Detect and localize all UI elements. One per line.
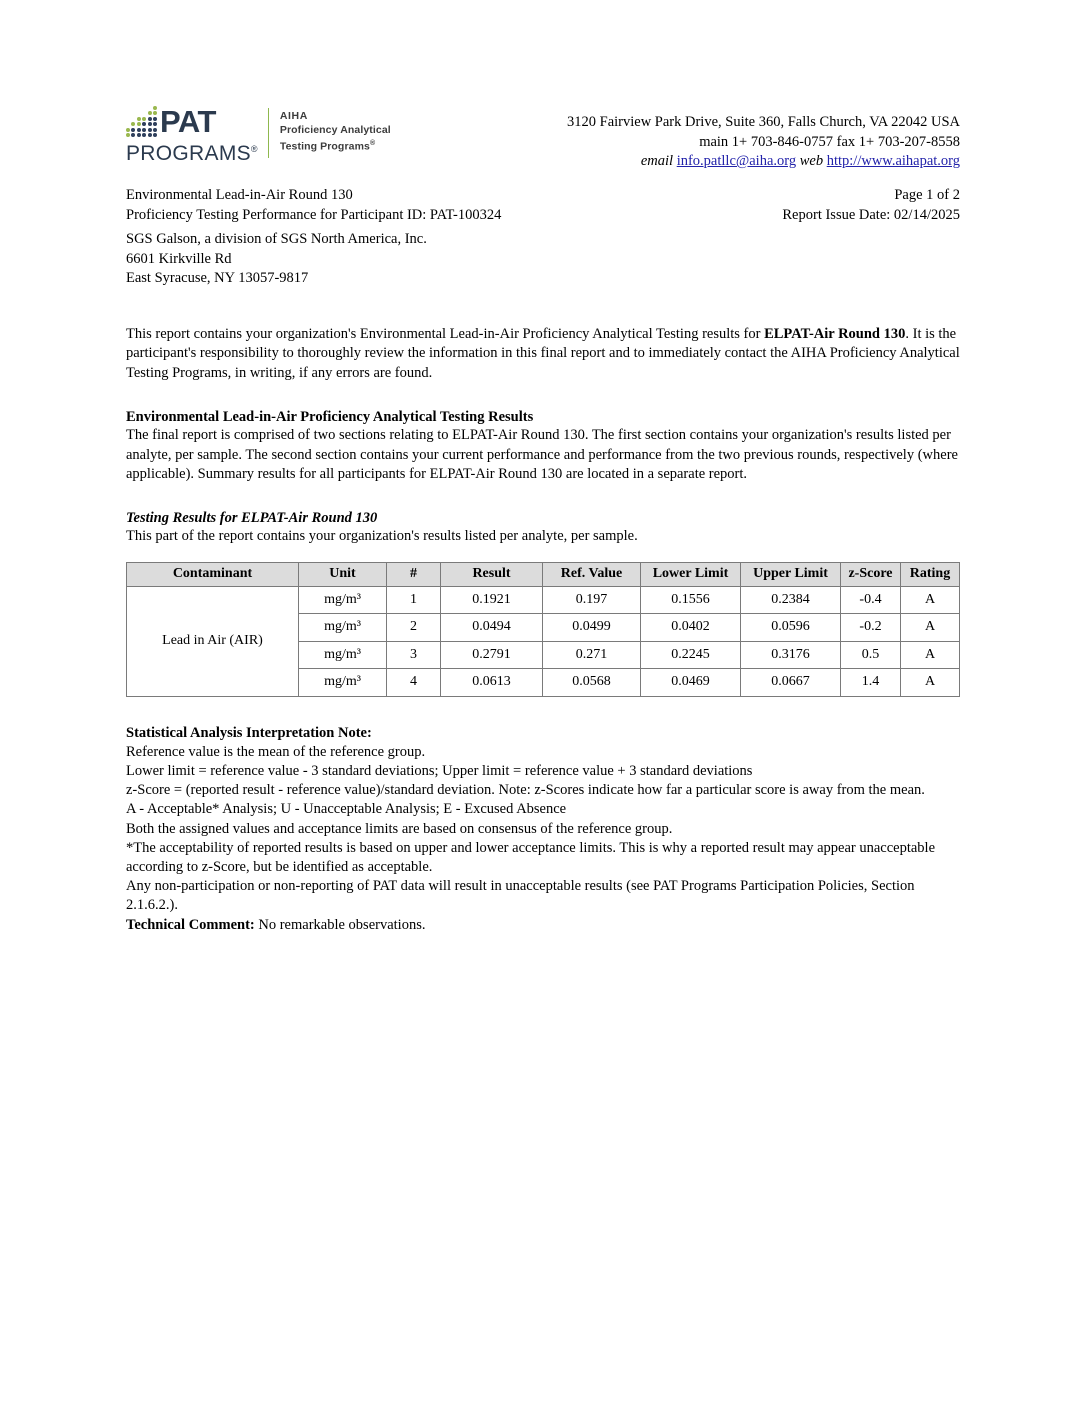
logo-dot [153, 128, 157, 132]
logo-pat-text: PAT [160, 104, 216, 139]
cell-unit: mg/m³ [299, 614, 387, 642]
website-link[interactable]: http://www.aihapat.org [826, 153, 960, 169]
logo-dot [153, 117, 157, 121]
results-table [126, 562, 960, 697]
cell-upper-limit: 0.3176 [741, 641, 841, 669]
technical-comment [126, 916, 960, 935]
tagline-line-3 [280, 137, 391, 154]
note-limits: Lower limit = reference value - 3 standard deviations; Upper limit = reference value + 3 standard deviations [126, 762, 753, 779]
intro-paragraph [126, 325, 960, 384]
cell-lower-limit: 0.0469 [641, 669, 741, 697]
cell-ref-value: 0.197 [543, 586, 641, 614]
page-content [126, 100, 960, 935]
testing-section-heading: Testing Results for ELPAT-Air Round 130 [126, 510, 378, 527]
participant-city-state-zip: East Syracuse, NY 13057-9817 [126, 270, 309, 286]
cell-upper-limit: 0.0596 [741, 614, 841, 642]
logo-dot [142, 128, 146, 132]
page-number: Page 1 of 2 [894, 187, 960, 203]
logo-programs-text [126, 138, 258, 165]
column-header-rating: Rating [901, 562, 960, 586]
address-phone-line: main 1+ 703-846-0757 fax 1+ 703-207-8558 [699, 133, 960, 150]
logo-top-row [126, 106, 216, 137]
column-header-contaminant: Contaminant [127, 562, 299, 586]
cell-unit: mg/m³ [299, 641, 387, 669]
cell-result: 0.0494 [441, 614, 543, 642]
logo-dot [148, 111, 152, 115]
cell-lower-limit: 0.2245 [641, 641, 741, 669]
table-header-row [127, 562, 960, 586]
report-issue-date: Report Issue Date: 02/14/2025 [782, 206, 960, 223]
column-header-number: # [387, 562, 441, 586]
testing-section-body: This part of the report contains your organization's results listed per analyte, per sample. [126, 528, 638, 545]
cell-z-score: -0.2 [841, 614, 901, 642]
cell-ref-value: 0.0499 [543, 614, 641, 642]
column-header-upper-limit: Upper Limit [741, 562, 841, 586]
cell-result: 0.0613 [441, 669, 543, 697]
dot-matrix-icon [126, 106, 158, 136]
cell-result: 0.1921 [441, 586, 543, 614]
cell-number: 4 [387, 669, 441, 697]
column-header-ref-value: Ref. Value [543, 562, 641, 586]
organization-address [567, 113, 960, 172]
cell-unit: mg/m³ [299, 586, 387, 614]
logo-dot [153, 111, 157, 115]
logo-dot [153, 133, 157, 137]
logo-dot [142, 122, 146, 126]
cell-result: 0.2791 [441, 641, 543, 669]
participant-address [126, 230, 501, 289]
technical-comment-label: Technical Comment: [126, 916, 255, 933]
cell-number: 1 [387, 586, 441, 614]
cell-lower-limit: 0.0402 [641, 614, 741, 642]
logo-mark [126, 106, 258, 165]
note-acceptability: *The acceptability of reported results is based on upper and lower acceptance limits. This is why a reported result may appear unacceptable according to z-Score, but be identified as acceptable. [126, 839, 936, 875]
cell-rating: A [901, 669, 960, 697]
cell-rating: A [901, 586, 960, 614]
note-nonparticipation: Any non-participation or non-reporting of PAT data will result in unacceptable results (see PAT Programs Participation Policies, Section 2.1.6.2.). [126, 878, 915, 914]
cell-rating: A [901, 641, 960, 669]
logo-dot [137, 133, 141, 137]
identity-left-column [126, 186, 501, 289]
note-rating-legend: A - Acceptable* Analysis; U - Unacceptable Analysis; E - Excused Absence [126, 801, 567, 818]
logo-dot [126, 133, 130, 137]
participant-id-line: Proficiency Testing Performance for Participant ID: PAT-100324 [126, 206, 502, 223]
results-section-body: The final report is comprised of two sections relating to ELPAT-Air Round 130. The first section contains your organization's results listed per analyte, per sample. The second section contains your current performance and performance from the two previous rounds, respectively (where applicable). Summary results for all participants for ELPAT-Air Round 130 are located in a separate report. [126, 426, 958, 483]
intro-text-after: . It is the participant's responsibility to thoroughly review the information in this final report and to immediately contact the AIHA Proficiency Analytical Testing Programs, in writing, if any errors are found. [126, 325, 960, 382]
column-header-z-score: z-Score [841, 562, 901, 586]
logo-dot [142, 117, 146, 121]
logo-dot [131, 128, 135, 132]
intro-round-bold: ELPAT-Air Round 130 [764, 325, 906, 342]
pat-programs-logo [126, 106, 391, 165]
technical-comment-value: No remarkable observations. [254, 916, 426, 933]
logo-dot [131, 122, 135, 126]
logo-dot [137, 117, 141, 121]
note-z-score: z-Score = (reported result - reference value)/standard deviation. Note: z-Scores indicate how far a particular score is away from the mean. [126, 782, 925, 799]
cell-ref-value: 0.271 [543, 641, 641, 669]
logo-dot [148, 133, 152, 137]
web-label: web [799, 153, 824, 169]
identity-right-column [782, 186, 960, 225]
cell-rating: A [901, 614, 960, 642]
round-title: Environmental Lead-in-Air Round 130 [126, 187, 353, 203]
contaminant-name-cell: Lead in Air (AIR) [127, 586, 299, 696]
identity-block [126, 186, 960, 289]
masthead [126, 100, 960, 178]
cell-z-score: 0.5 [841, 641, 901, 669]
logo-dot [142, 133, 146, 137]
logo-registered-mark: ® [250, 144, 258, 154]
cell-upper-limit: 0.2384 [741, 586, 841, 614]
logo-tagline [280, 106, 391, 154]
cell-z-score: -0.4 [841, 586, 901, 614]
logo-dot [148, 117, 152, 121]
address-contact-line [567, 152, 960, 172]
participant-org-name: SGS Galson, a division of SGS North America, Inc. [126, 231, 427, 247]
tagline-registered-mark: ® [369, 140, 376, 147]
column-header-unit: Unit [299, 562, 387, 586]
logo-dot [148, 122, 152, 126]
notes-heading: Statistical Analysis Interpretation Note: [126, 724, 372, 741]
logo-dot [126, 128, 130, 132]
cell-number: 2 [387, 614, 441, 642]
logo-dot [137, 122, 141, 126]
cell-unit: mg/m³ [299, 669, 387, 697]
address-street-line: 3120 Fairview Park Drive, Suite 360, Falls Church, VA 22042 USA [567, 114, 960, 130]
tagline-line-2: Proficiency Analytical [279, 123, 391, 136]
tagline-line-3-label: Testing Programs [279, 140, 370, 153]
logo-dot [148, 128, 152, 132]
cell-ref-value: 0.0568 [543, 669, 641, 697]
cell-number: 3 [387, 641, 441, 669]
table-row [127, 586, 960, 614]
column-header-lower-limit: Lower Limit [641, 562, 741, 586]
intro-text-before: This report contains your organization's Environmental Lead-in-Air Proficiency Analytical Testing results for [126, 325, 765, 342]
cell-upper-limit: 0.0667 [741, 669, 841, 697]
note-reference-value: Reference value is the mean of the reference group. [126, 743, 426, 760]
email-link[interactable]: info.patllc@aiha.org [676, 153, 797, 169]
results-section-heading: Environmental Lead-in-Air Proficiency Analytical Testing Results [126, 408, 534, 425]
tagline-line-1: AIHA [279, 110, 308, 122]
column-header-result: Result [441, 562, 543, 586]
cell-z-score: 1.4 [841, 669, 901, 697]
note-consensus: Both the assigned values and acceptance limits are based on consensus of the reference group. [126, 820, 673, 837]
cell-lower-limit: 0.1556 [641, 586, 741, 614]
logo-dot [153, 122, 157, 126]
logo-dot [137, 128, 141, 132]
logo-dot [153, 106, 157, 110]
statistical-notes [126, 724, 960, 935]
logo-divider [268, 108, 269, 158]
logo-programs-label: PROGRAMS [126, 142, 251, 165]
logo-dot [131, 133, 135, 137]
participant-street: 6601 Kirkville Rd [126, 250, 232, 267]
email-label: email [640, 153, 674, 169]
